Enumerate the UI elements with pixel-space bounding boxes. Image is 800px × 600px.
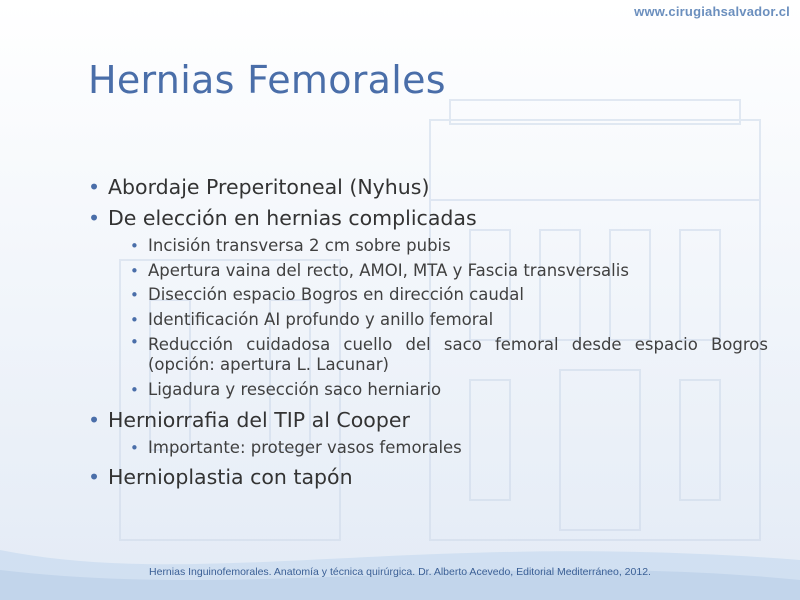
sub-bullet: • Incisión transversa 2 cm sobre pubis	[128, 234, 768, 259]
sub-bullet: • Identificación AI profundo y anillo femoral	[128, 308, 768, 333]
footer-citation: Hernias Inguinofemorales. Anatomía y técnica quirúrgica. Dr. Alberto Acevedo, Editorial Mediterráneo, 2012.	[149, 566, 651, 578]
sub-bullet: • Reducción cuidadosa cuello del saco femoral desde espacio Bogros (opción: apertura L. Lacunar)	[128, 332, 768, 378]
bottom-wave-decoration	[0, 530, 800, 600]
slide-title: Hernias Femorales	[88, 58, 446, 102]
sub-bullet: • Importante: proteger vasos femorales	[128, 436, 768, 461]
sub-bullet: • Ligadura y resección saco herniario	[128, 378, 768, 403]
bullet-approach: • Abordaje Preperitoneal (Nyhus)	[88, 172, 768, 203]
bullet-hernioplasty: • Hernioplastia con tapón	[88, 462, 768, 493]
bullet-complicated-hernias: • De elección en hernias complicadas	[88, 203, 768, 234]
sub-bullet: • Apertura vaina del recto, AMOI, MTA y Fascia transversalis	[128, 259, 768, 284]
bullet-list	[88, 172, 768, 493]
sub-bullet: • Disección espacio Bogros en dirección caudal	[128, 283, 768, 308]
website-url: www.cirugiahsalvador.cl	[634, 4, 790, 19]
bullet-herniorrhaphy: • Herniorrafia del TIP al Cooper	[88, 405, 768, 436]
